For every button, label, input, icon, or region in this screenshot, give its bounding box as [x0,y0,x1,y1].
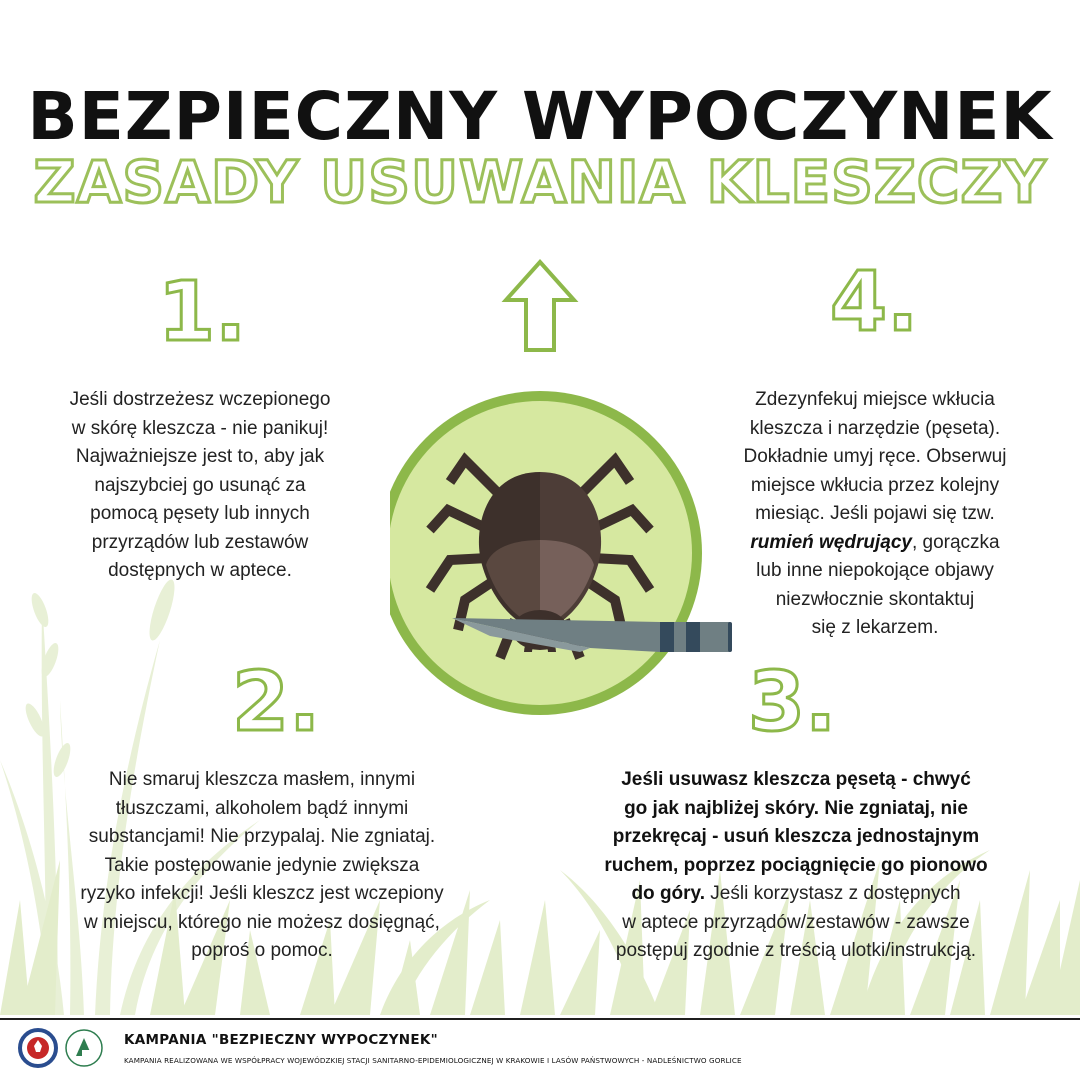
step-3-text [596,766,996,966]
lasy-panstwowe-logo-icon [64,1028,104,1068]
step-4-text [730,386,1020,643]
step-1-line: Jeśli dostrzeżesz wczepionego [69,389,331,410]
step-2-line: ryzyko infekcji! Jeśli kleszcz jest wczepiony [80,883,444,904]
step-4-line: , gorączka [911,531,1000,553]
step-3-bold-line: ruchem, poprzez pociągnięcie go pionowo [604,854,988,876]
step-4-number: 4. [830,255,919,350]
footer [0,1020,1080,1080]
arrow-up-icon [500,258,580,354]
step-4-emphasis: rumień wędrujący [750,531,912,553]
step-2-number: 2. [232,655,321,750]
step-3-line: w aptece przyrządów/zestawów - zawsze [622,911,970,933]
step-2-line: tłuszczami, alkoholem bądź innymi [115,797,409,819]
step-4-line: Zdezynfekuj miejsce wkłucia [755,389,995,410]
step-2-line: w miejscu, którego nie możesz dosięgnąć, [84,911,440,933]
step-4-line: niezwłocznie skontaktuj [775,588,975,610]
step-3-bold-line: przekręcaj - usuń kleszcza jednostajnym [612,826,980,847]
step-3-line: postępuj zgodnie z treścią ulotki/instrukcją. [615,940,977,961]
step-3-bold-line: do góry. [631,883,705,904]
page-subtitle: ZASADY USUWANIA KLESZCZY [33,148,1047,216]
step-1-number: 1. [158,265,247,360]
step-4-line: kleszcza i narzędzie (pęseta). [749,417,1001,439]
step-2-line: Takie postępowanie jedynie zwiększa [104,854,420,876]
step-4-line: lub inne niepokojące objawy [756,560,994,581]
step-1-line: najszybciej go usunąć za [94,474,306,496]
tick-illustration [390,390,740,720]
step-3-bold-line: go jak najbliżej skóry. Nie zgniataj, nie [624,797,968,819]
step-1-line: pomocą pęsety lub innych [90,503,310,524]
footer-title: KAMPANIA "BEZPIECZNY WYPOCZYNEK" [124,1032,438,1048]
step-4-line: się z lekarzem. [811,617,939,638]
step-4-line: miejsce wkłucia przez kolejny [750,474,1000,496]
step-2-line: poproś o pomoc. [191,940,333,961]
step-1-line: Najważniejsze jest to, aby jak [75,446,325,467]
step-1-line: w skórę kleszcza - nie panikuj! [71,417,329,439]
step-2-text [72,766,452,966]
step-1-line: dostępnych w aptece. [108,560,292,581]
step-4-line: Dokładnie umyj ręce. Obserwuj [743,446,1007,467]
step-2-line: substancjami! Nie przypalaj. Nie zgniataj. [88,826,436,847]
step-2-line: Nie smaruj kleszcza masłem, innymi [108,769,416,790]
step-1-text [40,386,360,586]
step-3-line: Jeśli korzystasz z dostępnych [705,883,961,904]
sanepid-logo-icon [18,1028,58,1068]
step-3-bold-line: Jeśli usuwasz kleszcza pęsetą - chwyć [621,769,971,790]
step-4-line: miesiąc. Jeśli pojawi się tzw. [755,503,995,524]
step-1-line: przyrządów lub zestawów [91,531,309,553]
step-3-number: 3. [748,655,837,750]
footer-subtitle: KAMPANIA REALIZOWANA WE WSPÓŁPRACY WOJEWÓDZKIEJ STACJI SANITARNO-EPIDEMIOLOGICZNEJ W KRAKOWIE I LASÓW PAŃSTWOWYCH - NADLEŚNICTWO GORLICE [124,1056,742,1065]
page-title: BEZPIECZNY WYPOCZYNEK [27,78,1053,155]
